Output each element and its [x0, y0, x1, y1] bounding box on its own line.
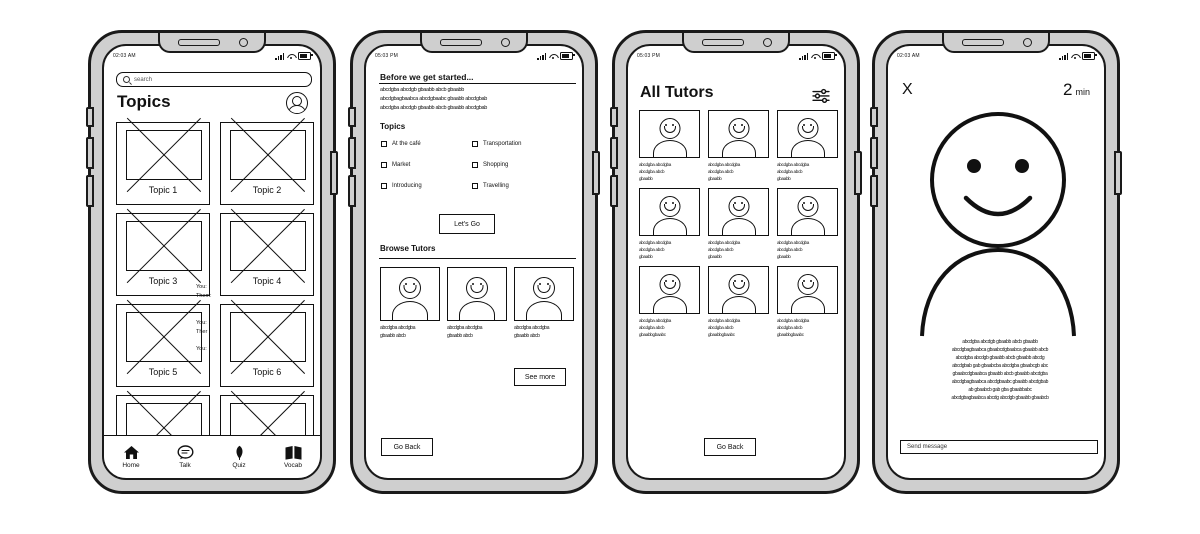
status-icons	[275, 52, 311, 60]
book-icon	[284, 445, 303, 460]
tutor-meta-line: gbaabbgbaabc	[708, 332, 735, 337]
message-input[interactable]	[900, 440, 1098, 454]
checkbox-label: At the café	[392, 141, 421, 147]
tutor-meta-line: gbaabbgbaabc	[639, 332, 666, 337]
tutor-meta	[380, 325, 440, 340]
tutor-meta	[639, 239, 700, 260]
transcript-line: abcdgbab gab gbaabcba abcdgba gbaabcgb abc	[952, 363, 1048, 369]
tutor-avatar-icon	[639, 188, 700, 236]
filter-sliders-icon[interactable]	[812, 88, 830, 103]
tab-vocab[interactable]	[270, 445, 316, 469]
tutor-meta-line: abcdgba abcb	[708, 169, 734, 174]
battery-icon	[560, 52, 573, 60]
tutor-meta-line: gbaabb	[639, 176, 653, 181]
tutor-meta-line: abcdgba abcb	[777, 325, 803, 330]
tutor-card[interactable]	[639, 266, 700, 338]
tutor-meta-line: abcdgba abcb	[639, 325, 665, 330]
home-icon	[123, 445, 140, 460]
tutor-meta-line: abcdgba abcb	[639, 169, 665, 174]
status-time: 02:03 AM	[897, 52, 920, 59]
phone-mockup-all-tutors	[612, 30, 860, 494]
tutor-avatar-icon	[777, 188, 838, 236]
tutor-meta	[639, 161, 700, 182]
tutor-meta	[708, 317, 769, 338]
power-button[interactable]	[592, 151, 600, 195]
status-icons	[1059, 52, 1095, 60]
tutor-meta	[447, 325, 507, 340]
search-icon	[123, 76, 130, 83]
avatar-body	[791, 140, 825, 158]
checkbox-icon[interactable]	[472, 183, 478, 189]
tutor-meta	[708, 239, 769, 260]
volume-up-button[interactable]	[870, 137, 878, 169]
checkbox-market[interactable]	[381, 162, 410, 168]
tutor-meta-line: abcdgba abcdgba	[639, 162, 672, 167]
close-icon[interactable]: X	[902, 81, 913, 98]
notch	[420, 33, 528, 53]
topics-heading: Topics	[380, 122, 406, 131]
tutor-card[interactable]	[447, 267, 507, 340]
tutor-card[interactable]	[514, 267, 574, 340]
checkbox-label: Market	[392, 162, 411, 168]
screen-topics	[102, 44, 322, 480]
search-input[interactable]	[116, 72, 312, 87]
tutor-meta	[708, 161, 769, 182]
topic-label: Topic 1	[148, 185, 178, 195]
tutor-meta-line: abcdgba abcdgba	[514, 325, 550, 331]
tutor-meta-line: gbaabb	[708, 254, 722, 259]
tutor-card[interactable]	[639, 110, 700, 182]
screen-call	[886, 44, 1106, 480]
tutor-meta-line: abcdgba abcdgba	[708, 318, 741, 323]
volume-down-button[interactable]	[870, 175, 878, 207]
tutor-avatar-icon	[777, 266, 838, 314]
wifi-icon	[287, 53, 295, 60]
front-camera	[763, 38, 772, 47]
status-time: 05:03 PM	[637, 52, 661, 59]
mute-switch[interactable]	[870, 107, 878, 127]
tutors-grid	[639, 110, 839, 338]
battery-icon	[298, 52, 311, 60]
status-time: 05:03 PM	[375, 52, 399, 59]
tutor-meta-line: abcdgba abcdgba	[380, 325, 416, 331]
tutor-meta-line: abcdgba abcb	[777, 247, 803, 252]
signal-icon	[799, 53, 808, 60]
placeholder-image-icon	[126, 221, 202, 271]
placeholder-image-icon	[126, 130, 202, 180]
tutor-card[interactable]	[708, 110, 769, 182]
topic-label: Topic 2	[252, 185, 282, 195]
power-button[interactable]	[330, 151, 338, 195]
wifi-icon	[811, 53, 819, 60]
tab-talk[interactable]	[162, 445, 208, 469]
transcript-line: gbaabcdgbaabca gbaabb abcb gbaabb abcdgba	[952, 371, 1048, 377]
mute-switch[interactable]	[86, 107, 94, 127]
tutor-avatar-icon	[708, 188, 769, 236]
earpiece-speaker	[702, 39, 744, 46]
tutor-meta-line: gbaabb	[777, 176, 791, 181]
mute-switch[interactable]	[610, 107, 618, 127]
timer-unit: min	[1075, 87, 1090, 97]
screen-all-tutors	[626, 44, 846, 480]
tab-label: Home	[122, 462, 140, 469]
checkbox-transportation[interactable]	[472, 141, 521, 147]
status-icons	[537, 52, 573, 60]
tutor-card[interactable]	[777, 266, 838, 338]
tutor-meta-line: gbaabb	[708, 176, 722, 181]
signal-icon	[275, 53, 284, 60]
tutor-meta-line: abcdgba abcb	[777, 169, 803, 174]
checkbox-icon[interactable]	[472, 141, 478, 147]
tutor-meta-line: abcdgba abcdgba	[777, 162, 810, 167]
notch	[942, 33, 1050, 53]
tutor-meta-line: gbaabb	[777, 254, 791, 259]
earpiece-speaker	[440, 39, 482, 46]
tutor-card[interactable]	[708, 266, 769, 338]
tutor-meta-line: abcdgba abcdgba	[708, 240, 741, 245]
page-title: Topics	[117, 92, 171, 111]
tutor-meta	[514, 325, 574, 340]
avatar-body	[653, 296, 687, 314]
intro-line: abcdgba abcdgb gbaabb abcb gbaabb	[380, 87, 464, 93]
tutor-avatar-icon	[639, 266, 700, 314]
signal-icon	[537, 53, 546, 60]
tutor-card[interactable]	[380, 267, 440, 340]
checkbox-label: Transportation	[483, 141, 522, 147]
topic-card[interactable]	[220, 122, 314, 205]
tutor-avatar-icon	[639, 110, 700, 158]
avatar-body	[526, 301, 562, 321]
tutor-card[interactable]	[639, 188, 700, 260]
tutor-meta-line: abcdgba abcb	[708, 247, 734, 252]
power-button[interactable]	[1114, 151, 1122, 195]
chat-line: Them:	[196, 293, 212, 299]
topic-label: Topic 3	[148, 276, 178, 286]
avatar-body	[653, 218, 687, 236]
transcript-line: abcdgba abcdgb gbaabb abcb gbaabb abcdg	[955, 355, 1045, 361]
earpiece-speaker	[962, 39, 1004, 46]
avatar-body	[459, 301, 495, 321]
tutor-meta-line: abcdgba abcdgba	[639, 240, 672, 245]
tutor-meta-line: abcdgba abcb	[708, 325, 734, 330]
front-camera	[1023, 38, 1032, 47]
lets-go-button[interactable]: Let's Go	[439, 214, 495, 234]
intro-text	[380, 86, 572, 113]
mute-switch[interactable]	[348, 107, 356, 127]
wifi-icon	[549, 53, 557, 60]
tab-quiz[interactable]	[216, 445, 262, 469]
checkbox-label: Shopping	[483, 162, 509, 168]
avatar-body	[722, 140, 756, 158]
notch	[158, 33, 266, 53]
avatar-body	[791, 218, 825, 236]
message-placeholder: Send message	[907, 444, 948, 450]
search-placeholder: search	[134, 76, 153, 83]
volume-up-button[interactable]	[610, 137, 618, 169]
tutor-avatar-icon	[708, 266, 769, 314]
avatar-body	[722, 296, 756, 314]
tutor-meta-line: abcdgba abcdgba	[447, 325, 483, 331]
page-heading: Before we get started...	[380, 72, 474, 82]
timer-value: 2	[1063, 80, 1073, 99]
topic-label: Topic 4	[252, 276, 282, 286]
front-camera	[239, 38, 248, 47]
tutor-card[interactable]	[777, 188, 838, 260]
transcript-line: abcdgba abcdgb gbaabb abcb gbaabb	[962, 339, 1038, 345]
topic-card[interactable]	[116, 122, 210, 205]
tutor-meta-line: abcdgba abcdgba	[777, 240, 810, 245]
go-back-button[interactable]: Go Back	[381, 438, 433, 456]
transcript-line: abcdgbagbaabca abcdg abcdgb gbaabb gbaabcb	[951, 395, 1049, 401]
checkbox-shopping[interactable]	[472, 162, 508, 168]
tutor-meta-line: gbaabb abcb	[447, 332, 473, 339]
tutor-avatar-icon	[380, 267, 440, 321]
checkbox-label: Travelling	[483, 183, 509, 189]
placeholder-image-icon	[126, 312, 202, 362]
topic-label: Topic 6	[252, 367, 282, 377]
chat-line: You:	[196, 284, 207, 290]
tutor-card[interactable]	[708, 188, 769, 260]
checkbox-icon[interactable]	[472, 162, 478, 168]
transcript-line: abcdgbagbaabca abcdgbaabc gbaabb abcdgbab	[951, 379, 1049, 385]
screen-get-started	[364, 44, 584, 480]
topic-label: Topic 5	[148, 367, 178, 377]
avatar-body	[392, 301, 428, 321]
user-avatar-icon[interactable]	[286, 92, 308, 114]
tutor-avatar-icon	[777, 110, 838, 158]
tab-label: Talk	[179, 462, 191, 469]
page-title: All Tutors	[640, 84, 714, 101]
placeholder-image-icon	[230, 130, 306, 180]
chat-bubble-icon	[177, 445, 194, 460]
volume-down-button[interactable]	[610, 175, 618, 207]
tutor-meta	[777, 161, 838, 182]
tutor-card[interactable]	[777, 110, 838, 182]
volume-down-button[interactable]	[86, 175, 94, 207]
volume-down-button[interactable]	[348, 175, 356, 207]
chat-overlay	[196, 283, 250, 354]
intro-line: abcdgbagbaabca abcdgbaabc gbaabb abcdgbab	[380, 96, 487, 102]
volume-up-button[interactable]	[348, 137, 356, 169]
divider	[379, 83, 576, 84]
intro-line: abcdgba abcdgb gbaabb abcb gbaabb abcdgbab	[380, 105, 487, 111]
feather-icon	[231, 445, 248, 460]
tutor-avatar-icon	[447, 267, 507, 321]
volume-up-button[interactable]	[86, 137, 94, 169]
checkbox-label: Introducing	[392, 183, 422, 189]
tutor-meta	[639, 317, 700, 338]
tutor-meta-line: gbaabb	[639, 254, 653, 259]
checkbox-at-the-cafe[interactable]	[381, 141, 421, 147]
front-camera	[501, 38, 510, 47]
tab-label: Quiz	[232, 462, 246, 469]
tutor-avatar-icon	[708, 110, 769, 158]
battery-icon	[822, 52, 835, 60]
power-button[interactable]	[854, 151, 862, 195]
chat-line: You:	[196, 346, 207, 352]
tutor-meta-line: abcdgba abcdgba	[639, 318, 672, 323]
placeholder-image-icon	[230, 221, 306, 271]
tutor-meta-line: abcdgba abcdgba	[777, 318, 810, 323]
tutor-meta-line: abcdgba abcb	[639, 247, 665, 252]
checkbox-icon[interactable]	[381, 183, 387, 189]
phone-mockup-call	[872, 30, 1120, 494]
transcript-line: abcdgbagbaabca gbaabcdgbaabca gbaabb abcb	[951, 347, 1049, 353]
tutor-meta-line: abcdgba abcdgba	[708, 162, 741, 167]
tutor-meta	[777, 317, 838, 338]
avatar-body	[722, 218, 756, 236]
checkbox-icon[interactable]	[381, 162, 387, 168]
go-back-button[interactable]: Go Back	[704, 438, 756, 456]
browse-tutors-heading: Browse Tutors	[380, 244, 436, 253]
battery-icon	[1082, 52, 1095, 60]
tutor-meta-line: gbaabb abcb	[380, 332, 406, 339]
checkbox-icon[interactable]	[381, 141, 387, 147]
transcript-line: ab gbaabcb gab gba gbaabbabc	[968, 387, 1032, 393]
see-more-button[interactable]: See more	[514, 368, 566, 386]
tutor-meta-line: gbaabb abcb	[514, 332, 540, 339]
status-time: 02:03 AM	[113, 52, 136, 59]
smiley-person-icon	[898, 108, 1098, 338]
avatar-body	[653, 140, 687, 158]
avatar-body	[791, 296, 825, 314]
earpiece-speaker	[178, 39, 220, 46]
checkbox-travelling[interactable]	[472, 183, 509, 189]
tab-label: Vocab	[283, 462, 303, 469]
chat-line: You:	[196, 320, 207, 326]
signal-icon	[1059, 53, 1068, 60]
call-timer	[1063, 80, 1090, 100]
avatar-body	[288, 105, 306, 114]
transcript-text	[924, 338, 1076, 402]
tutor-avatar-icon	[514, 267, 574, 321]
chat-line: Ther	[196, 329, 208, 335]
wifi-icon	[1071, 53, 1079, 60]
tab-home[interactable]	[108, 445, 154, 469]
tutor-meta-line: gbaabbgbaabc	[777, 332, 804, 337]
divider	[379, 258, 576, 259]
phone-mockup-get-started	[350, 30, 598, 494]
phone-mockup-topics	[88, 30, 336, 494]
tutor-meta	[777, 239, 838, 260]
bottom-tab-bar	[104, 435, 320, 478]
notch	[682, 33, 790, 53]
status-icons	[799, 52, 835, 60]
checkbox-introducing[interactable]	[381, 183, 422, 189]
